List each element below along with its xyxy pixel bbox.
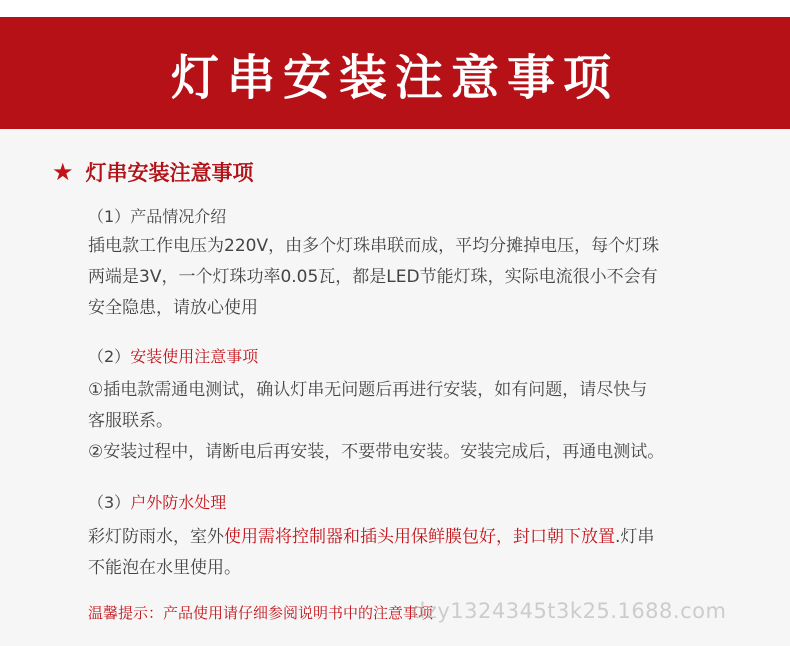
- star-icon: ★: [52, 158, 74, 186]
- title-banner: [0, 17, 790, 129]
- item-3-line-1: [88, 522, 748, 553]
- content-area: [0, 129, 790, 646]
- item-3-body: [88, 522, 748, 584]
- watermark: dzy1324345t3k25.1688.com: [412, 599, 727, 623]
- item-1-line: 安全隐患，请放心使用: [88, 298, 258, 318]
- item-1-number: （1）: [88, 207, 131, 226]
- item-2-title: 安装使用注意事项: [130, 347, 259, 366]
- item-3-text-highlight: 使用需将控制器和插头用保鲜膜包好，封口朝下放置: [224, 527, 615, 547]
- item-3-number: （3）: [88, 493, 131, 512]
- item-3-heading: [88, 490, 748, 513]
- section-title: 灯串安装注意事项: [85, 161, 254, 185]
- item-2-number: （2）: [88, 347, 131, 366]
- banner-title: 灯串安装注意事项: [170, 49, 619, 106]
- item-1-body: [88, 231, 748, 324]
- section-heading: [52, 157, 254, 187]
- item-2-line: ②安装过程中，请断电后再安装，不要带电安装。安装完成后，再通电测试。: [88, 442, 665, 462]
- item-2-line: ①插电款需通电测试，确认灯串无问题后再进行安装，如有问题，请尽快与: [88, 380, 648, 400]
- item-3-title: 户外防水处理: [130, 493, 227, 512]
- item-1-line: 插电款工作电压为220V，由多个灯珠串联而成，平均分摊掉电压，每个灯珠: [88, 236, 660, 256]
- item-3-line-2: 不能泡在水里使用。: [88, 558, 241, 578]
- item-1-title: 产品情况介绍: [130, 207, 227, 226]
- item-3-text-a: 彩灯防雨水，室外: [88, 527, 224, 547]
- item-2-body: [88, 375, 748, 468]
- item-2-line: 客服联系。: [88, 411, 173, 431]
- item-1-heading: [88, 204, 748, 227]
- item-1-line: 两端是3V，一个灯珠功率0.05瓦，都是LED节能灯珠，实际电流很小不会有: [88, 267, 658, 287]
- item-3-text-c: .灯串: [615, 527, 655, 547]
- item-2-heading: [88, 344, 748, 367]
- warm-tip: 温馨提示：产品使用请仔细参阅说明书中的注意事项: [88, 604, 434, 622]
